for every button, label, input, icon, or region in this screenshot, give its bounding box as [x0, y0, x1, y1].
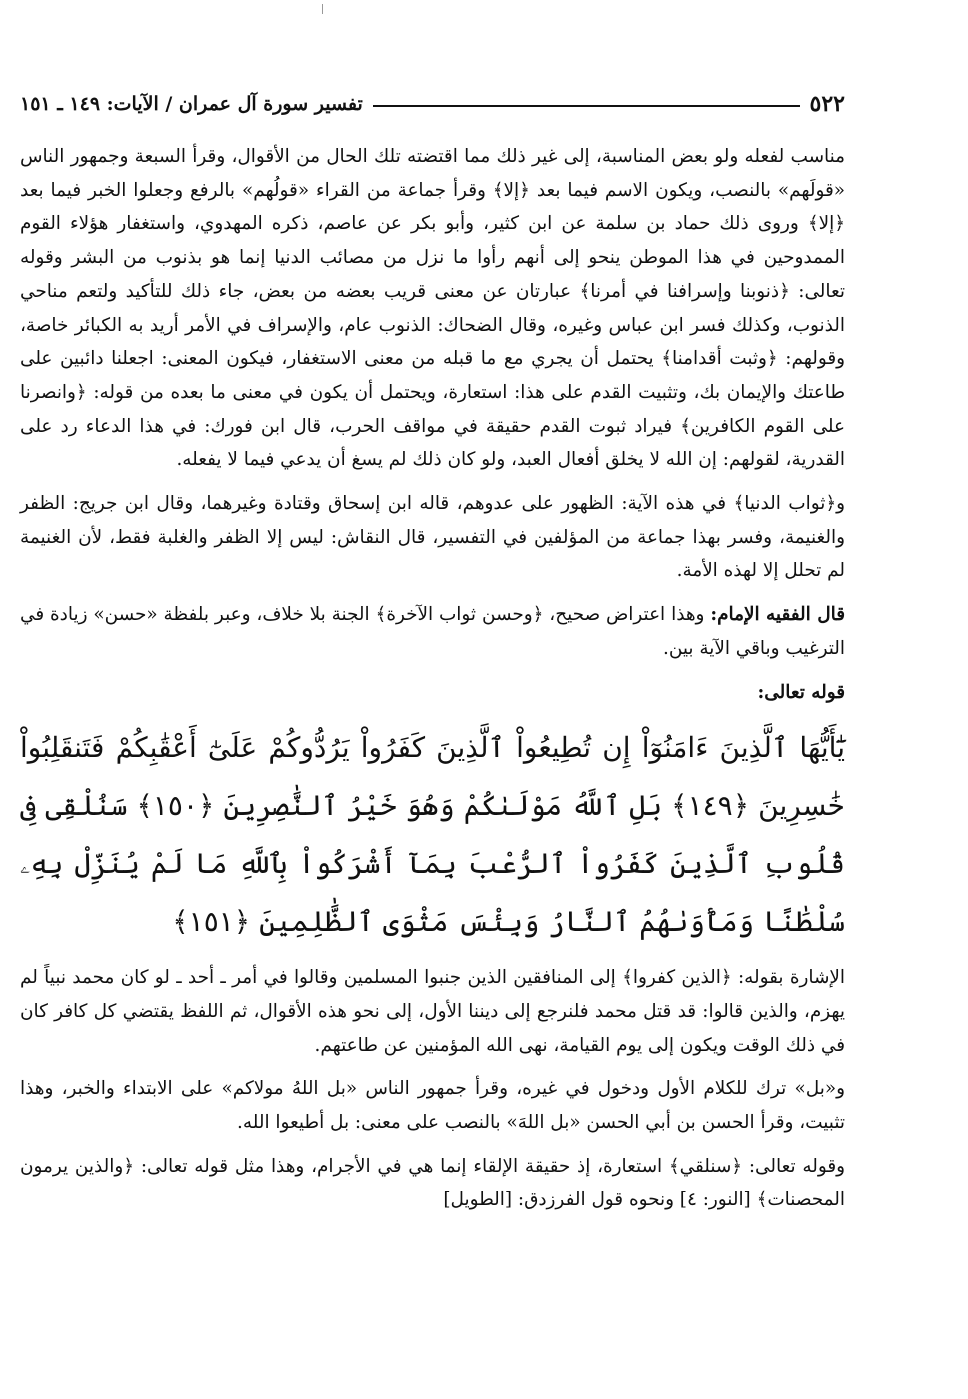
- paragraph-lead: قال الفقيه الإمام:: [710, 604, 845, 626]
- quran-verse: يَٰٓأَيُّهَا ٱلَّذِينَ ءَامَنُوٓاْ إِن تُطِيعُواْ ٱلَّذِينَ كَفَرُواْ يَرُدُّوكُمْ عَلَىٰٓ أَعْقَٰبِكُمْ فَتَنقَلِبُواْ خَٰسِرِينَ ﴿١٤٩﴾ بَلِ ٱللَّهُ مَوْلَىٰكُمْ وَهُوَ خَيْرُ ٱلنَّٰصِرِينَ ﴿١٥٠﴾ سَنُلْقِى فِى قُلُوبِ ٱلَّذِينَ كَفَرُواْ ٱلرُّعْبَ بِمَآ أَشْرَكُواْ بِٱللَّهِ مَا لَمْ يُنَزِّلْ بِهِۦ سُلْطَٰنًا وَمَأْوَىٰهُمُ ٱلنَّارُ وَبِئْسَ مَثْوَى ٱلظَّٰلِمِينَ ﴿١٥١﴾: [20, 731, 845, 939]
- paragraph: مناسب لفعله ولو بعض المناسبة، إلى غير ذلك مما اقتضته تلك الحال من الأقوال، وقرأ السبعة وجمهور الناس «قولَهم» بالنصب، ويكون الاسم فيما بعد ﴿إلا﴾ وقرأ جماعة من القراء «قولُهم» بالرفع وجعلوا الخبر فيما بعد ﴿إلا﴾ وروى ذلك حماد بن سلمة عن ابن كثير، وأبو بكر عن عاصم، ذكره المهدوي، واستغفار هؤلاء القوم الممدوحين في هذا الموطن ينحو إلى أنهم رأوا ما نزل من مصائب الدنيا إنما هو بذنوب من البشر وقوله تعالى: ﴿ذنوبنا وإسرافنا في أمرنا﴾ عبارتان عن معنى قريب بعضه من بعض، جاء ذلك للتأكيد ولتعم مناحي الذنوب، وكذلك فسر ابن عباس وغيره، وقال الضحاك: الذنوب عام، والإسراف في الأمر أريد به الكبائر خاصة، وقولهم: ﴿وثبت أقدامنا﴾ يحتمل أن يجري مع ما قبله من معنى الاستغفار، فيكون المعنى: اجعلنا دائبين على طاعتك والإيمان بك، وتثبيت القدم على هذا: استعارة، ويحتمل أن يكون في معنى ما بعده من قوله: ﴿وانصرنا على القوم الكافرين﴾ فيراد ثبوت القدم حقيقة في مواقف الحرب، قال ابن فورك: في هذا الدعاء رد على القدرية، لقولهم: إن الله لا يخلق أفعال العبد، ولو كان ذلك لم يسغ أن يدعي فيما لا يفعله.: [20, 146, 845, 471]
- paragraph-text: وهذا اعتراض صحيح، ﴿وحسن ثواب الآخرة﴾ الجنة بلا خلاف، وعبر بلفظة «حسن» زيادة في الترغيب وباقي الآية بين.: [20, 604, 845, 659]
- header-rule: [373, 105, 800, 107]
- paragraph: و«بل» ترك للكلام الأول ودخول في غيره، وقرأ جمهور الناس «بل اللهُ مولاكم» على الابتداء والخبر، وهذا تثبيت، وقرأ الحسن بن أبي الحسن «بل اللهَ» بالنصب على معنى: بل أطيعوا الله.: [20, 1078, 845, 1134]
- book-page: [20, 0, 845, 1399]
- paragraph: الإشارة بقوله: ﴿الذين كفروا﴾ إلى المنافقين الذين جنبوا المسلمين وقالوا في أمر ـ أحد ـ لو كان محمد نبياً لم يهزم، والذين قالوا: قد قتل محمد فلنرجع إلى ديننا الأول، إلى نحو هذه الأقوال، ثم اللفظ يقتضي كل كافر كان في ذلك الوقت ويكون إلى يوم القيامة، نهى الله المؤمنين عن طاعتهم.: [20, 967, 845, 1056]
- paragraph: وقوله تعالى: ﴿سنلقي﴾ استعارة، إذ حقيقة الإلقاء إنما هي في الأجرام، وهذا مثل قوله تعالى: ﴿والذين يرمون المحصنات﴾ [النور: ٤] ونحوه قول الفرزدق: [الطويل]: [20, 1155, 845, 1211]
- paragraph: [20, 598, 845, 665]
- page-body: [20, 140, 845, 1227]
- verse-label: قوله تعالى:: [757, 681, 845, 703]
- paragraph: و﴿ثواب الدنيا﴾ في هذه الآية: الظهور على عدوهم، قاله ابن إسحاق وقتادة وغيرهما، وقال ابن جريج: الظفر والغنيمة، وفسر بهذا جماعة من المؤلفين في التفسير، قال النقاش: ليس إلا الظفر والغلبة فقط، لأن الغنيمة لم تحلل إلا لهذه الأمة.: [20, 493, 845, 582]
- header-title: تفسير سورة آل عمران / الآيات: ١٤٩ ـ ١٥١: [20, 93, 363, 115]
- running-header: [20, 88, 845, 120]
- page-number: ٥٢٢: [809, 91, 845, 117]
